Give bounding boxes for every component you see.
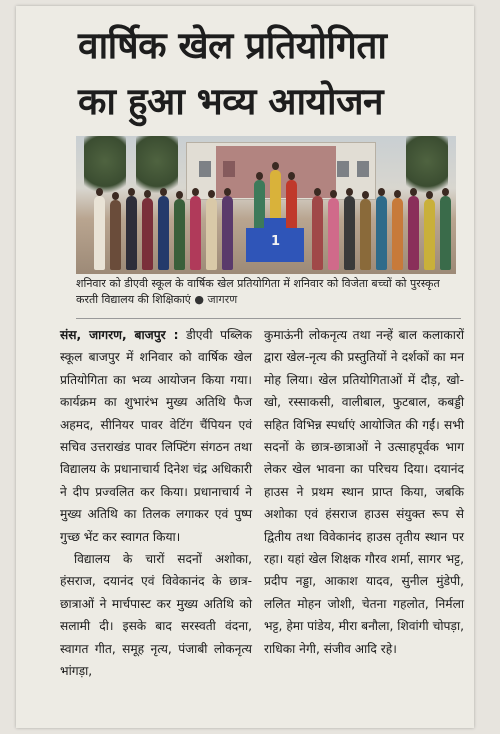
- article-para-1-text: डीएवी पब्लिक स्कूल बाजपुर में शनिवार को वार्षिक खेल प्रतियोगिता का भव्य आयोजन किया गया। कार्यक्रम का शुभारंभ मुख्य अतिथि फैज अहमद, सीनियर पावर वेटिंग चैंपियन एवं सचिव उत्तराखंड पावर लिफ्टिंग संगठन तथा विद्यालय के प्रधानाचार्य दिनेश चंद्र अधिकारी ने दीप प्रज्वलित कर किया। प्रधानाचार्य ने मुख्य अतिथि का तिलक लगाकर एवं पुष्प गुच्छ भेंट कर स्वागत किया।: [60, 328, 253, 544]
- article-column-right: [264, 324, 464, 660]
- news-photo: [76, 136, 456, 274]
- article-paragraph-1: [60, 324, 252, 548]
- caption-text: शनिवार को डीएवी स्कूल के वार्षिक खेल प्रतियोगिता में शनिवार को विजेता बच्चों को पुरस्कृत करती विद्यालय की शिक्षिकाएं: [76, 277, 440, 306]
- podium-rank: 1: [271, 234, 281, 249]
- article-paragraph-2: विद्यालय के चारों सदनों अशोका, हंसराज, दयानंद एवं विवेकानंद के छात्र-छात्राओं ने मार्चपास्ट कर मुख्य अतिथि को सलामी दी। इसके बाद सरस्वती वंदना, स्वागत गीत, समूह नृत्य, पंजाबी लोकनृत्य भांगड़ा,: [60, 552, 252, 679]
- tree-left-2: [136, 136, 178, 202]
- caption-agency: ● जागरण: [194, 293, 238, 306]
- article-column-left: [60, 324, 252, 683]
- photo-caption: [76, 276, 461, 308]
- headline: [78, 18, 468, 130]
- headline-line-1: वार्षिक खेल प्रतियोगिता: [78, 24, 387, 67]
- headline-line-2: का हुआ भव्य आयोजन: [78, 80, 384, 123]
- podium: [246, 228, 304, 262]
- caption-divider: [76, 318, 461, 319]
- newspaper-clipping: [16, 6, 474, 728]
- article-dateline: संस, जागरण, बाजपुर :: [60, 328, 179, 342]
- article-paragraph-3: कुमाऊंनी लोकनृत्य तथा नन्हें बाल कलाकारों द्वारा खेल-नृत्य की प्रस्तुतियों ने दर्शकों का मन मोह लिया। खेल प्रतियोगिताओं में दौड़, खो-खो, रस्साकसी, वालीबाल, फुटबाल, कबड्डी सहित विभिन्न स्पर्धाएं आयोजित की गईं। सभी सदनों के छात्र-छात्राओं ने उत्साहपूर्वक भाग लेकर खेल भावना का परिचय दिया। दयानंद हाउस ने प्रथम स्थान प्राप्त किया, जबकि अशोका एवं हंसराज हाउस संयुक्त रूप से द्वितीय तथा विवेकानंद हाउस तृतीय स्थान पर रहा। यहां खेल शिक्षक गौरव शर्मा, सागर भट्ट, प्रदीप नड्डा, आकाश यादव, सुनील मुंडेपी, ललित मोहन जोशी, चेतना गहलोत, निर्मला भट्ट, हेमा पांडेय, मीरा बनौला, शिवांगी चोपड़ा, राधिका नेगी, संजीव आदि रहे।: [264, 328, 464, 656]
- tree-left: [84, 136, 126, 202]
